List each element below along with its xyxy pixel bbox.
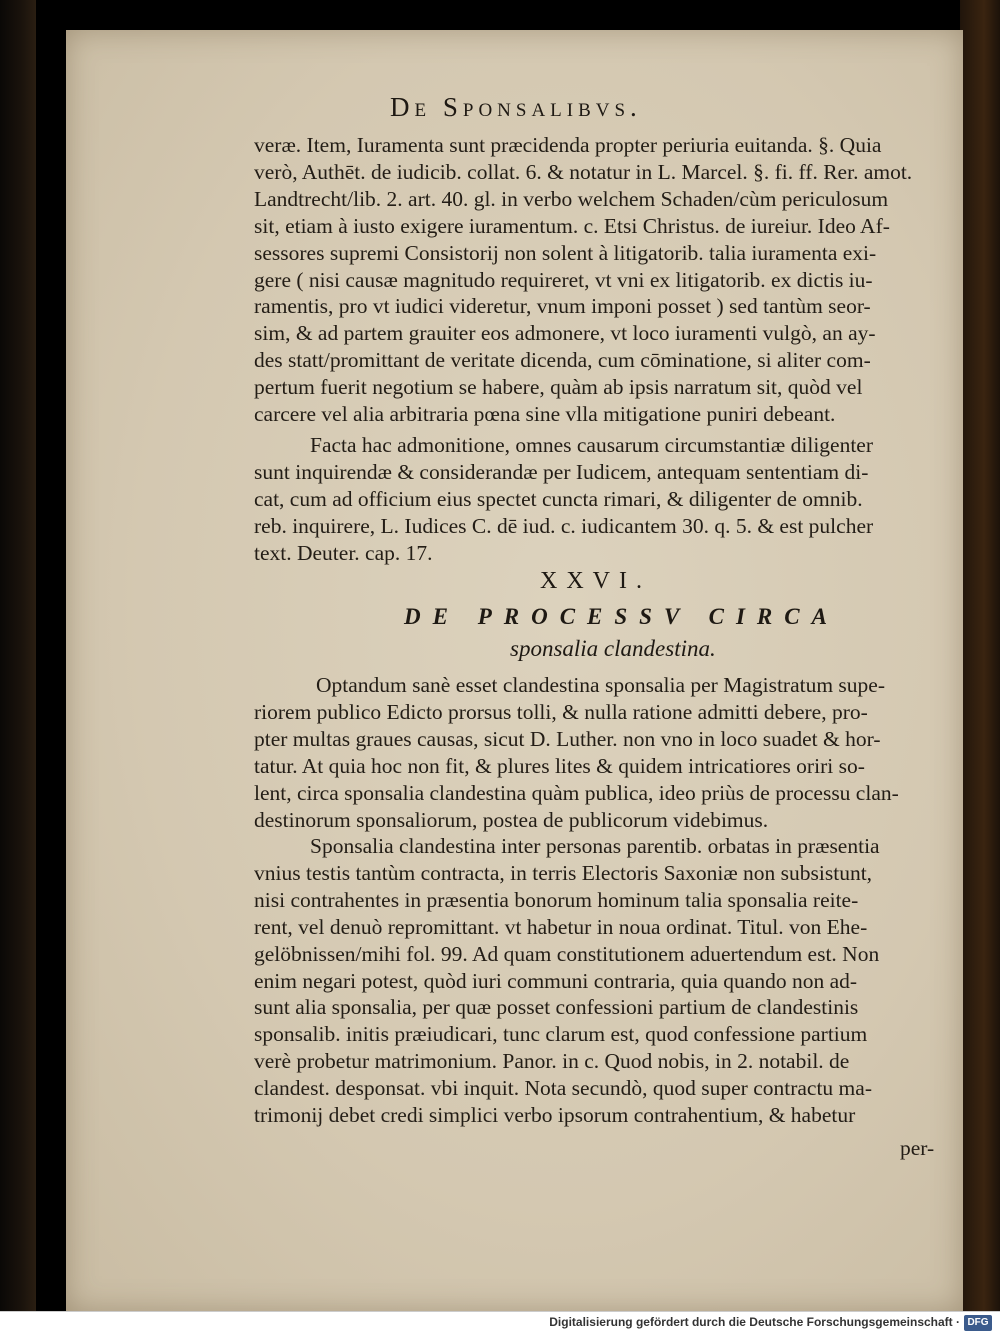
paragraph4-line: nisi contrahentes in præsentia bonorum hominum talia sponsalia reite- [254, 887, 859, 912]
paragraph1-line: sessores supremi Consistorij non solent à litigatorib. talia iuramenta exi- [254, 240, 877, 265]
paragraph4-line: verè probetur matrimonium. Panor. in c. Quod nobis, in 2. notabil. de [254, 1049, 850, 1074]
paragraph4-line: Sponsalia clandestina inter personas parentib. orbatas in præsentia [310, 834, 880, 858]
paragraph4-line: sunt alia sponsalia, per quæ posset confessioni partium de clandestinis [254, 995, 859, 1020]
paragraph1-line: veræ. Item, Iuramenta sunt præcidenda propter periuria euitanda. §. Quia [254, 133, 882, 157]
paragraph1-line: Landtrecht/lib. 2. art. 40. gl. in verbo welchem Schaden/cùm periculosum [254, 186, 889, 211]
paragraph3-line: lent, circa sponsalia clandestina quàm publica, ideo priùs de processu clan- [254, 780, 899, 805]
paragraph1-line: gere ( nisi causæ magnitudo requireret, vt vni ex litigatorib. ex dictis iu- [254, 267, 873, 292]
paragraph2-line: Facta hac admonitione, omnes causarum circumstantiæ diligenter [310, 433, 874, 457]
dfg-logo: DFG [964, 1315, 992, 1331]
paragraph2-line: reb. inquirere, L. Iudices C. dē iud. c. iudicantem 30. q. 5. & est pulcher [254, 513, 874, 538]
paragraph3-line: destinorum sponsaliorum, postea de publicorum videbimus. [254, 807, 769, 832]
paragraph4-line: gelöbnissen/mihi fol. 99. Ad quam constitutionem aduertendum est. Non [254, 941, 880, 966]
book-edge-right [960, 0, 1000, 1312]
section-title: DE PROCESSV CIRCA [404, 604, 839, 629]
paragraph1-line: des statt/promittant de veritate dicenda, cum cōminatione, si aliter com- [254, 348, 871, 373]
catchword: per- [900, 1136, 935, 1160]
paragraph4-line: sponsalib. initis præiudicari, tunc clarum est, quod confessione partium [254, 1022, 868, 1047]
paragraph3-line: tatur. At quia hoc non fit, & plures lites & quidem intricatiores oriri so- [254, 753, 865, 778]
paragraph2-line: cat, cum ad officium eius spectet cuncta rimari, & diligenter de omnib. [254, 486, 863, 511]
paragraph2-line: sunt inquirendæ & considerandæ per Iudicem, antequam sententiam di- [254, 459, 869, 484]
paragraph3-line: pter multas graues causas, sicut D. Luther. non vno in loco suadet & hor- [254, 726, 881, 751]
paragraph2-line: text. Deuter. cap. 17. [254, 540, 433, 565]
paragraph4-line: enim negari potest, quòd iuri communi contraria, quia quando non ad- [254, 968, 858, 993]
paragraph4-line: vnius testis tantùm contracta, in terris Electoris Saxoniæ non subsistunt, [254, 860, 873, 885]
paragraph4-line: rent, vel denuò repromittant. vt habetur in noua ordinat. Titul. von Ehe- [254, 914, 868, 939]
paragraph1-line: sim, & ad partem grauiter eos admonere, vt loco iuramenti vulgò, an ay- [254, 321, 876, 346]
running-head: De Sponsalibvs. [390, 92, 642, 122]
paragraph4-line: clandest. desponsat. vbi inquit. Nota secundò, quod super contractu ma- [254, 1076, 872, 1101]
footer-bar [0, 1311, 1000, 1335]
paragraph4-line: trimonij debet credi simplici verbo ipsorum contrahentium, & habetur [254, 1103, 856, 1127]
paragraph3-line: riorem publico Edicto prorsus tolli, & nulla ratione admitti debere, pro- [254, 699, 868, 724]
paragraph1-line: ramentis, pro vt iudici videretur, vnum imponi posset ) sed tantùm seor- [254, 294, 871, 319]
section-subtitle: sponsalia clandestina. [510, 636, 716, 661]
paragraph3-line: Optandum sanè esset clandestina sponsalia per Magistratum supe- [316, 673, 886, 697]
paragraph1-line: carcere vel alia arbitraria pœna sine vlla mitigatione puniri debeant. [254, 402, 836, 426]
footer-credit: Digitalisierung gefördert durch die Deutsche Forschungsgemeinschaft · [549, 1315, 960, 1329]
paragraph1-line: sit, etiam à iusto exigere iuramentum. c. Etsi Christus. de iureiur. Ideo Af- [254, 213, 890, 238]
paragraph1-line: verò, Authēt. de iudicib. collat. 6. & notatur in L. Marcel. §. fi. ff. Rer. amot. [254, 159, 913, 184]
book-edge-left [0, 0, 36, 1312]
paragraph1-line: pertum fuerit negotium se habere, quàm ab ipsis narratum sit, quòd vel [254, 375, 863, 400]
section-number: XXVI. [540, 568, 651, 594]
